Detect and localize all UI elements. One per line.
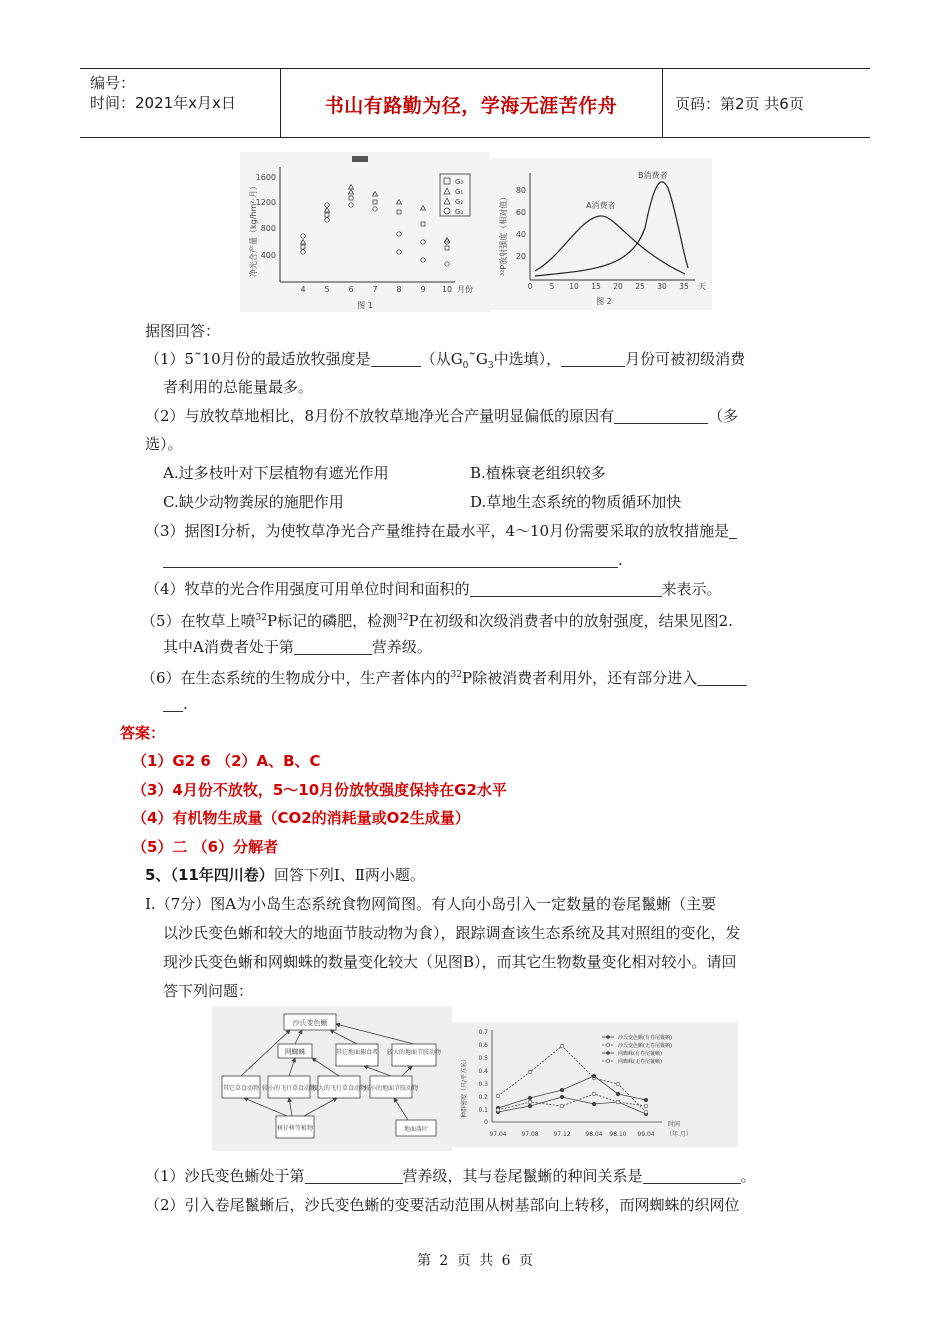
q1-text-b: （从G bbox=[420, 350, 463, 368]
fig1-point bbox=[397, 250, 401, 254]
figb-legend bbox=[602, 1034, 672, 1065]
fig1-point bbox=[397, 232, 401, 236]
figb-point bbox=[560, 1104, 564, 1108]
figb-xtick: 97.04 bbox=[489, 1131, 507, 1138]
fig1-point bbox=[373, 192, 378, 197]
question-3 bbox=[145, 520, 737, 542]
foodweb-diagram bbox=[212, 1006, 452, 1151]
figb-ytick: 0.5 bbox=[478, 1055, 488, 1062]
q2-text-a: （2）与放牧草地相比，8月份不放牧草地净光合产量明显偏低的原因有 bbox=[145, 407, 615, 425]
q5-text-c: P在初级和次级消费者中的放射强度，结果见图2. bbox=[408, 612, 733, 630]
fig1-point bbox=[301, 245, 305, 249]
footer-total: 6 bbox=[501, 1253, 511, 1269]
fig2-ylabel: ³²P放射强度（相对值） bbox=[499, 192, 508, 276]
fig1-xtick: 7 bbox=[372, 285, 378, 294]
node-large-arthropod: 较大的地面节肢动物 bbox=[386, 1049, 442, 1056]
q1-sub-3: 3 bbox=[487, 361, 494, 371]
figure-a-foodweb bbox=[212, 1006, 452, 1151]
fig1-point bbox=[397, 200, 402, 205]
figb-xlabel: 时间 bbox=[668, 1121, 681, 1128]
figb-point bbox=[528, 1100, 532, 1104]
figb-legend-1: 沙氏变色蜥(有卷尾鬣蜥) bbox=[618, 1035, 672, 1041]
fig1-point bbox=[421, 258, 425, 262]
answers-title: 答案： bbox=[120, 724, 166, 742]
figb-ytick: 0 bbox=[484, 1119, 488, 1126]
figb-point bbox=[528, 1104, 532, 1108]
intro-text: 据图回答： bbox=[145, 322, 221, 340]
s1-end: 。 bbox=[740, 1167, 756, 1185]
q3-blank-start[interactable] bbox=[729, 522, 737, 539]
fig1-legend-circle bbox=[444, 208, 450, 214]
fig1-point bbox=[373, 207, 377, 211]
fig2-curve-b bbox=[535, 182, 688, 276]
figb-point bbox=[592, 1074, 596, 1078]
question-4 bbox=[145, 578, 722, 600]
q1-text-a: （1）5˜10月份的最适放牧强度是 bbox=[145, 350, 371, 368]
fig1-points bbox=[301, 185, 450, 267]
fig1-xtick: 8 bbox=[396, 285, 402, 294]
q5-text-a: （5）在牧草上喷 bbox=[141, 612, 256, 630]
figb-plot bbox=[452, 1022, 738, 1147]
fig2-label-a: A消费者 bbox=[586, 201, 616, 210]
figure-1 bbox=[240, 152, 490, 312]
fig1-legend-g2: G₂ bbox=[455, 198, 464, 206]
q5-text-e: 营养级。 bbox=[371, 638, 432, 656]
q5-continuation bbox=[163, 636, 432, 658]
fig1-point bbox=[349, 190, 354, 195]
fig1-point bbox=[421, 240, 425, 244]
q6-end: . bbox=[183, 695, 188, 713]
footer-ye: 页 bbox=[456, 1253, 471, 1269]
q5-paragraph-line-3: 现沙氏变色蜥和网蜘蛛的数量变化较大（见图B），而其它生物数量变化相对较小。请回 bbox=[163, 953, 737, 971]
figb-legend-3: 网蜘蛛(有卷尾鬣蜥) bbox=[618, 1051, 662, 1057]
fig2-xtick: 20 bbox=[613, 282, 623, 291]
node-spider: 网蜘蛛 bbox=[284, 1048, 306, 1056]
figb-xtick: 98.04 bbox=[585, 1131, 603, 1138]
fig1-point bbox=[421, 222, 425, 226]
fig2-ytick: 40 bbox=[515, 230, 526, 239]
q6-blank-2[interactable] bbox=[163, 695, 183, 712]
fig2-ytick: 60 bbox=[515, 208, 526, 217]
q6-blank[interactable] bbox=[697, 669, 747, 686]
fig1-point bbox=[373, 200, 377, 204]
figb-ytick: 0.3 bbox=[478, 1081, 488, 1088]
serial-label: 编号： bbox=[90, 74, 136, 92]
fig1-ytick: 1200 bbox=[255, 198, 276, 207]
q5-instruction: 回答下列Ⅰ、Ⅱ两小题。 bbox=[273, 866, 425, 884]
node-small-flying: 较小的飞行草食动物 bbox=[261, 1085, 317, 1092]
page-header bbox=[80, 68, 870, 138]
header-meta bbox=[90, 73, 236, 113]
fig1-point bbox=[421, 206, 426, 211]
q2-blank[interactable] bbox=[614, 407, 708, 424]
fig2-ytick: 20 bbox=[515, 252, 526, 261]
fig1-point bbox=[301, 250, 305, 254]
q6-sup: 32 bbox=[450, 670, 462, 680]
figb-point bbox=[616, 1100, 620, 1104]
s1-blank-2[interactable] bbox=[643, 1167, 741, 1184]
fig2-xtick: 35 bbox=[679, 282, 689, 291]
figb-xunit: （年.月） bbox=[666, 1131, 692, 1138]
fig1-point bbox=[445, 246, 449, 250]
fig1-point bbox=[325, 218, 329, 222]
footer-ye2: 页 bbox=[519, 1253, 534, 1269]
footer-gong: 共 bbox=[479, 1253, 494, 1269]
figb-point bbox=[592, 1102, 596, 1106]
q5-paragraph-line-2: 以沙氏变色蜥和较大的地面节肢动物为食），跟踪调查该生态系统及其对照组的变化，发 bbox=[163, 924, 741, 942]
q5-sub-1 bbox=[145, 1165, 756, 1187]
figure-2 bbox=[490, 158, 712, 310]
fig1-point bbox=[301, 234, 305, 238]
fig2-label-b: B消费者 bbox=[638, 171, 668, 180]
q5-number: 5、 bbox=[145, 866, 171, 884]
figb-ytick: 0.1 bbox=[478, 1107, 488, 1114]
question-1 bbox=[145, 348, 745, 377]
fig2-xtick: 25 bbox=[635, 282, 645, 291]
fig1-caption: 图 1 bbox=[357, 301, 373, 310]
figb-point bbox=[560, 1088, 564, 1092]
figb-ytick: 0.6 bbox=[478, 1042, 488, 1049]
q6-text-b: P除被消费者利用外，还有部分进入 bbox=[462, 669, 698, 687]
figb-xtick: 97.08 bbox=[521, 1131, 539, 1138]
q3-continuation bbox=[163, 549, 623, 571]
fig2-xtick: 30 bbox=[657, 282, 667, 291]
fig1-ylabel: 净光合产量（kg/hm²·月） bbox=[249, 181, 258, 277]
answer-1-2: （1）G2 6 （2）A、B、C bbox=[132, 752, 321, 770]
figb-legend-4: 网蜘蛛(无卷尾鬣蜥) bbox=[618, 1059, 662, 1065]
time-label: 时间：2021年x月x日 bbox=[90, 94, 236, 112]
fig2-xtick: 10 bbox=[569, 282, 579, 291]
q5-source: （11年四川卷） bbox=[170, 866, 274, 884]
fig1-legend-triangle bbox=[444, 198, 450, 204]
q2-continuation: 选）。 bbox=[145, 435, 183, 453]
fig1-legend-g1: G₁ bbox=[455, 188, 464, 196]
fig1-point bbox=[325, 213, 329, 217]
fig1-legend-g0: G₀ bbox=[455, 178, 464, 186]
figb-point bbox=[644, 1110, 648, 1114]
figb-xtick: 99.04 bbox=[637, 1131, 655, 1138]
fig1-point bbox=[325, 208, 330, 213]
fig1-xlabel: 月份 bbox=[457, 285, 473, 294]
fig1-ytick: 800 bbox=[260, 224, 276, 233]
q3-text: （3）据图Ⅰ分析，为使牧草净光合产量维持在最水平，4～10月份需要采取的放牧措施是 bbox=[145, 522, 730, 540]
figb-xtick: 98.10 bbox=[609, 1131, 627, 1138]
option-d: D.草地生态系统的物质循环加快 bbox=[470, 493, 682, 511]
q3-end: . bbox=[618, 551, 623, 569]
q5-paragraph-line-4: 答下列问题： bbox=[163, 982, 254, 1000]
question-6 bbox=[141, 664, 747, 689]
fig1-xtick: 6 bbox=[348, 285, 354, 294]
figb-ylabel: 种群密度（只/平方米） bbox=[461, 1055, 468, 1118]
figb-series-line bbox=[498, 1097, 646, 1114]
s1-text-b: 营养级，其与卷尾鬣蜥的种间关系是 bbox=[402, 1167, 643, 1185]
q5-sup-2: 32 bbox=[397, 613, 409, 623]
q6-continuation bbox=[163, 693, 188, 715]
node-litter: 地面落叶 bbox=[403, 1126, 429, 1133]
fig2-ytick: 80 bbox=[515, 186, 526, 195]
option-c: C.缺少动物粪尿的施肥作用 bbox=[163, 493, 344, 511]
fig2-caption: 图 2 bbox=[596, 297, 612, 306]
figb-ytick: 0.4 bbox=[478, 1068, 488, 1075]
fig1-xtick: 4 bbox=[300, 285, 306, 294]
q5-text-d: 其中A消费者处于第 bbox=[163, 638, 294, 656]
q1-blank-1[interactable] bbox=[371, 350, 421, 367]
s1-text-a: （1）沙氏变色蜥处于第 bbox=[145, 1167, 305, 1185]
q1-sub-0: 0 bbox=[462, 361, 469, 371]
s1-blank-1[interactable] bbox=[305, 1167, 403, 1184]
page-footer bbox=[0, 1250, 950, 1270]
q2-text-b: （多 bbox=[708, 407, 739, 425]
scan-mark bbox=[352, 156, 368, 162]
fig1-point bbox=[349, 203, 353, 207]
figb-point bbox=[496, 1094, 500, 1098]
q5-paragraph-line-1: I.（7分）图A为小岛生态系统食物网简图。有人向小岛引入一定数量的卷尾鬣蜥（主要 bbox=[145, 895, 717, 913]
fig1-legend-square bbox=[444, 178, 450, 184]
figb-point bbox=[616, 1082, 620, 1086]
fig2-xlabel: 天 bbox=[698, 282, 706, 291]
figb-point bbox=[528, 1096, 532, 1100]
q1-continuation: 者利用的总能量最多。 bbox=[163, 378, 314, 396]
node-other-herbivore: 其它草食动物 bbox=[222, 1085, 260, 1092]
fig1-point bbox=[349, 185, 354, 190]
option-a: A.过多枝叶对下层植物有遮光作用 bbox=[163, 464, 389, 482]
fig1-legend-triangle bbox=[444, 188, 450, 194]
q3-blank[interactable] bbox=[163, 551, 618, 568]
q1-text-e: 月份可被初级消费 bbox=[625, 350, 746, 368]
fig1-ytick: 400 bbox=[260, 251, 276, 260]
figb-ytick: 0.2 bbox=[478, 1094, 488, 1101]
answer-5-6: （5）二 （6）分解者 bbox=[132, 838, 279, 856]
fig1-legend-g3: G₃ bbox=[455, 208, 464, 216]
fig1-point bbox=[397, 210, 401, 214]
header-page-info: 页码：第2页 共6页 bbox=[675, 95, 804, 113]
footer-di: 第 bbox=[416, 1253, 431, 1269]
q4-blank[interactable] bbox=[470, 580, 662, 597]
fig1-xtick: 10 bbox=[441, 285, 453, 294]
q1-text-c: ˜G bbox=[468, 350, 488, 368]
node-large-flying: 较大的飞行草食动物 bbox=[311, 1085, 367, 1092]
fig1-point bbox=[445, 262, 449, 266]
q5-sup-1: 32 bbox=[255, 613, 267, 623]
footer-page: 2 bbox=[439, 1253, 449, 1269]
fig1-point bbox=[301, 240, 306, 245]
q1-blank-2[interactable] bbox=[561, 350, 625, 367]
figure-1-plot bbox=[240, 152, 490, 312]
node-ground-predator: 其它地面捕食者 bbox=[335, 1049, 379, 1056]
figb-point bbox=[528, 1070, 532, 1074]
answer-4: （4）有机物生成量（CO2的消耗量或O2生成量） bbox=[132, 809, 470, 827]
figb-point bbox=[560, 1044, 564, 1048]
answer-3: （3）4月份不放牧，5～10月份放牧强度保持在G2水平 bbox=[132, 781, 507, 799]
fig2-curve-a bbox=[535, 216, 685, 274]
node-anole: 沙氏变色蜥 bbox=[292, 1019, 328, 1027]
fig2-xtick: 15 bbox=[591, 282, 601, 291]
q1-text-d: 中选填）， bbox=[493, 350, 562, 368]
question-5-heading bbox=[145, 864, 425, 886]
figb-point bbox=[616, 1092, 620, 1096]
figb-xtick: 97.12 bbox=[553, 1131, 571, 1138]
figb-legend-2: 沙氏变色蜥(无卷尾鬣蜥) bbox=[618, 1043, 672, 1049]
fig2-xtick: 5 bbox=[549, 282, 555, 291]
figb-point bbox=[644, 1104, 648, 1108]
fig1-xtick: 5 bbox=[324, 285, 330, 294]
q5-text-b: P标记的磷肥，检测 bbox=[267, 612, 398, 630]
node-small-arthropod: 较小的地面节肢动物 bbox=[363, 1085, 419, 1092]
q4-text-a: （4）牧草的光合作用强度可用单位时间和面积的 bbox=[145, 580, 470, 598]
question-5 bbox=[141, 607, 733, 632]
fig1-ytick: 1600 bbox=[255, 173, 276, 182]
q6-text-a: （6）在生态系统的生物成分中，生产者体内的 bbox=[141, 669, 451, 687]
fig1-point bbox=[325, 203, 329, 207]
figb-point bbox=[496, 1108, 500, 1112]
question-2 bbox=[145, 405, 738, 427]
option-b: B.植株衰老组织较多 bbox=[470, 464, 606, 482]
figure-b-chart bbox=[452, 1022, 738, 1147]
figb-point bbox=[592, 1092, 596, 1096]
q4-text-b: 来表示。 bbox=[661, 580, 722, 598]
fig1-point bbox=[349, 196, 353, 200]
q5-blank[interactable] bbox=[294, 638, 372, 655]
fig2-xtick: 0 bbox=[527, 282, 533, 291]
fig1-xtick: 9 bbox=[420, 285, 426, 294]
header-motto: 书山有路勤为径，学海无涯苦作舟 bbox=[324, 95, 618, 117]
figb-ytick: 0.7 bbox=[478, 1029, 488, 1036]
node-plants: 树仔树等植物 bbox=[276, 1125, 314, 1132]
figb-point bbox=[644, 1098, 648, 1102]
q5-sub-2: （2）引入卷尾鬣蜥后，沙氏变色蜥的变要活动范围从树基部向上转移，而网蜘蛛的织网位 bbox=[145, 1196, 740, 1214]
figure-2-plot bbox=[490, 158, 712, 310]
figb-point bbox=[560, 1095, 564, 1099]
